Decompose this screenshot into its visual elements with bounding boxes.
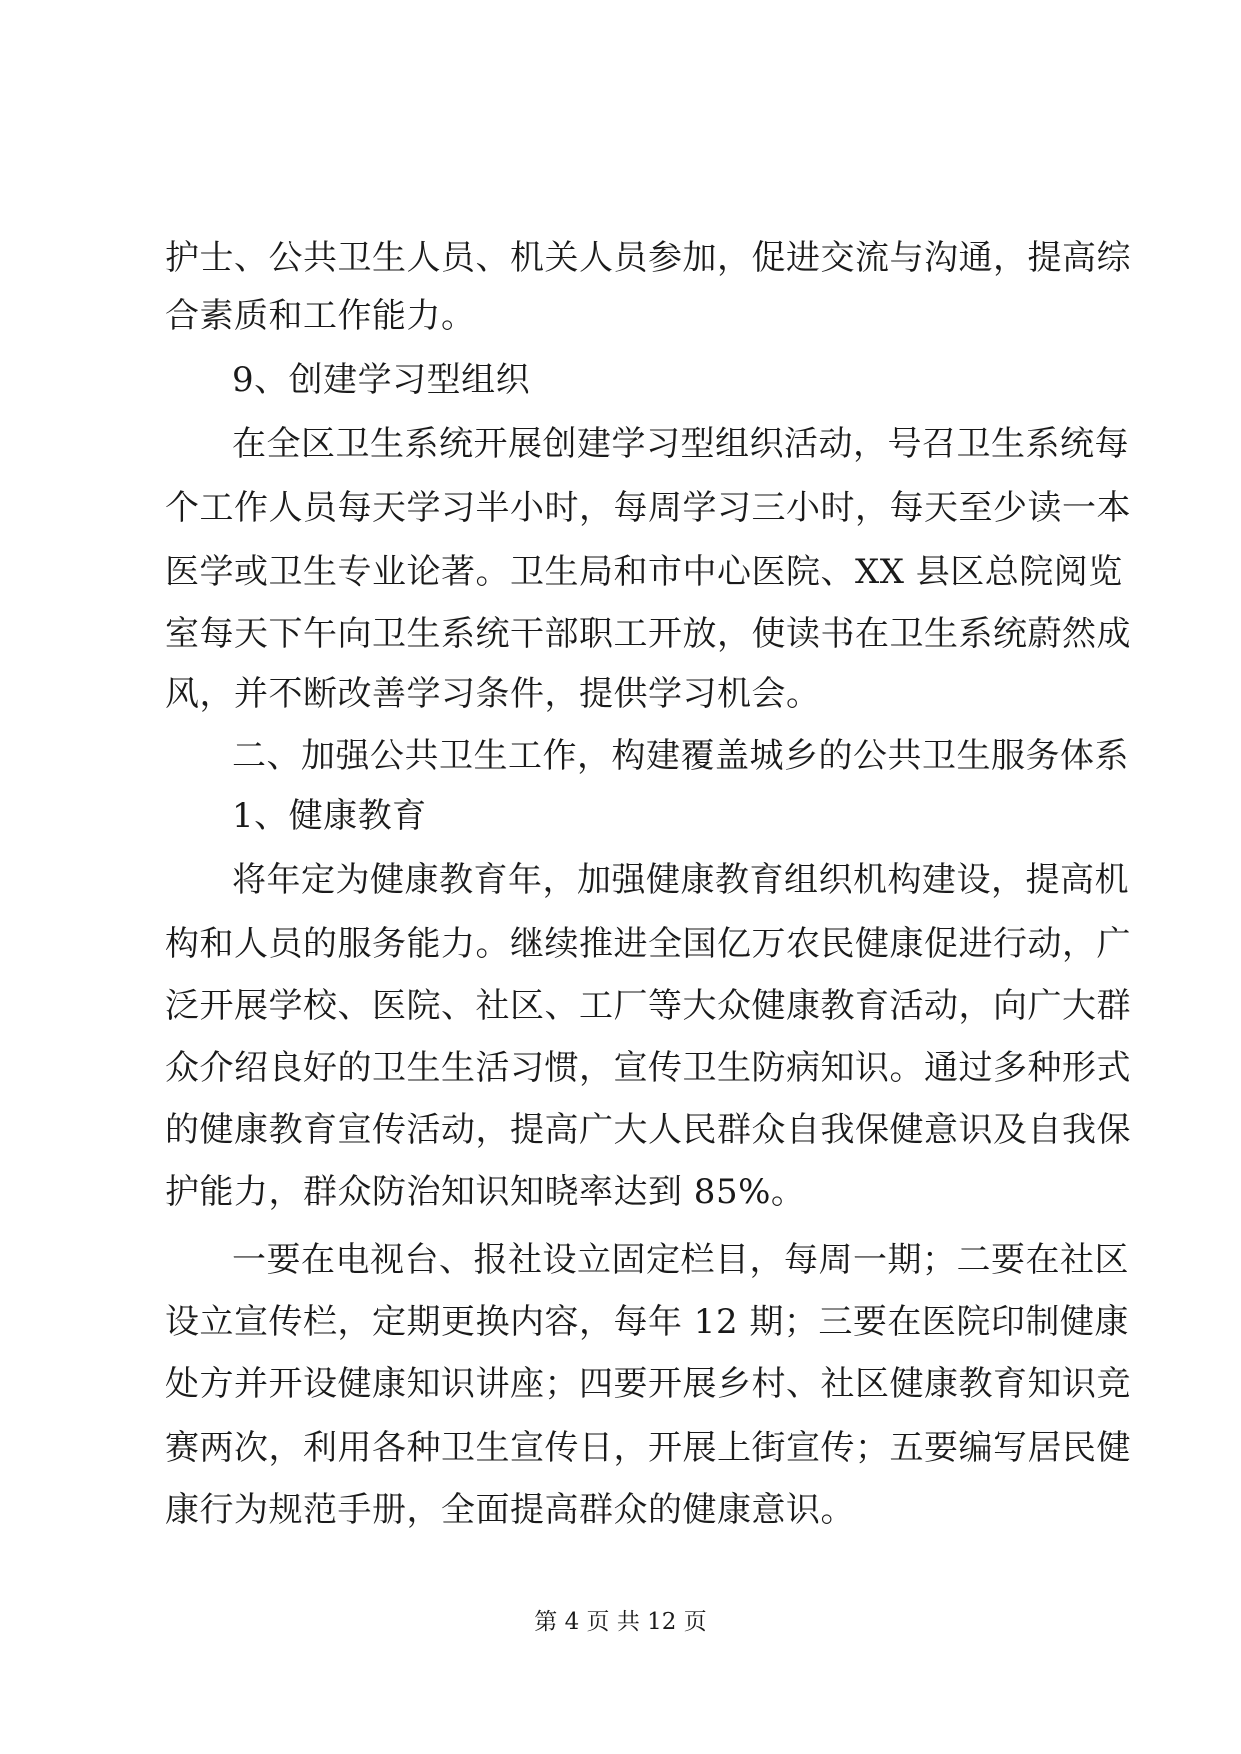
body-line: 室每天下午向卫生系统干部职工开放，使读书在卫生系统蔚然成: [165, 614, 1131, 654]
body-line: 在全区卫生系统开展创建学习型组织活动，号召卫生系统每: [232, 424, 1129, 464]
body-line: 众介绍良好的卫生生活习惯，宣传卫生防病知识。通过多种形式: [165, 1048, 1131, 1088]
body-line: 康行为规范手册，全面提高群众的健康意识。: [165, 1490, 855, 1530]
body-line: 赛两次，利用各种卫生宣传日，开展上街宣传；五要编写居民健: [165, 1428, 1131, 1468]
body-line: 的健康教育宣传活动，提高广大人民群众自我保健意识及自我保: [165, 1110, 1131, 1150]
body-line: 护能力，群众防治知识知晓率达到 85%。: [165, 1172, 806, 1212]
section-heading: 9、创建学习型组织: [232, 360, 531, 400]
page-number-footer: 第 4 页 共 12 页: [534, 1609, 707, 1635]
body-line: 将年定为健康教育年，加强健康教育组织机构建设，提高机: [232, 860, 1129, 900]
body-line: 处方并开设健康知识讲座；四要开展乡村、社区健康教育知识竞: [165, 1364, 1131, 1404]
body-line: 护士、公共卫生人员、机关人员参加，促进交流与沟通，提高综: [165, 238, 1131, 278]
section-heading: 二、加强公共卫生工作，构建覆盖城乡的公共卫生服务体系: [232, 736, 1129, 776]
body-line: 泛开展学校、医院、社区、工厂等大众健康教育活动，向广大群: [165, 986, 1131, 1026]
body-line: 设立宣传栏，定期更换内容，每年 12 期；三要在医院印制健康: [165, 1302, 1129, 1342]
body-line: 医学或卫生专业论著。卫生局和市中心医院、XX 县区总院阅览: [165, 552, 1123, 592]
section-heading: 1、健康教育: [232, 796, 427, 836]
body-line: 构和人员的服务能力。继续推进全国亿万农民健康促进行动，广: [165, 924, 1131, 964]
body-line: 风，并不断改善学习条件，提供学习机会。: [165, 674, 821, 714]
body-line: 个工作人员每天学习半小时，每周学习三小时，每天至少读一本: [165, 488, 1131, 528]
body-line: 合素质和工作能力。: [165, 296, 476, 336]
body-line: 一要在电视台、报社设立固定栏目，每周一期；二要在社区: [232, 1240, 1129, 1280]
